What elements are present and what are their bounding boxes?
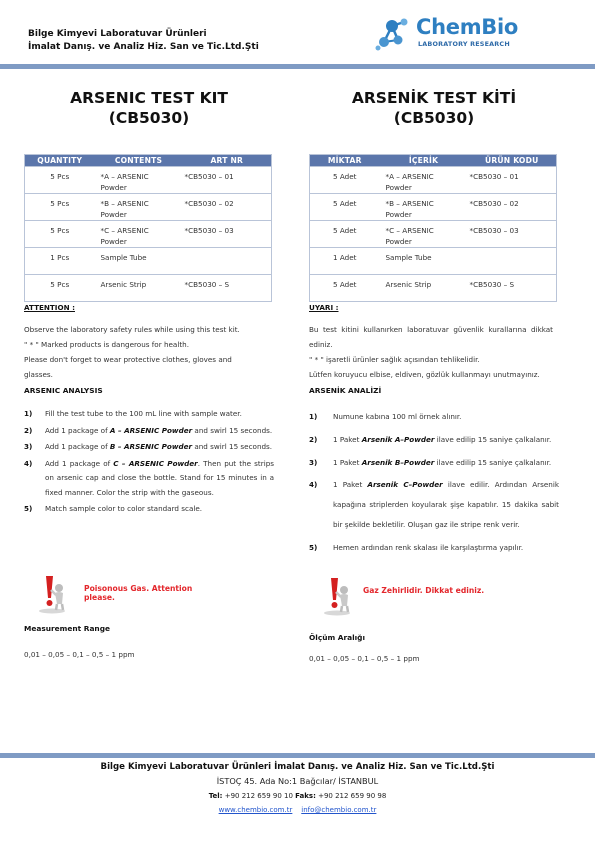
header-art-nr: ART NR: [183, 155, 272, 167]
step-number: 5): [309, 543, 318, 552]
qty-cell: 5 Pcs: [25, 275, 95, 302]
fax-number: +90 212 659 90 98: [315, 792, 387, 800]
contents-table-tr: [309, 154, 557, 302]
table-row: [25, 248, 272, 275]
content-cell: [95, 275, 183, 302]
qty-cell: 5 Pcs: [25, 221, 95, 248]
step-item: [309, 406, 559, 427]
step-item: [24, 440, 274, 455]
qty-cell: 5 Pcs: [25, 194, 95, 221]
code-cell: *CB5030 – S: [183, 275, 272, 302]
title-line2: (CB5030): [108, 109, 190, 127]
measurement-range-label: Ölçüm Aralığı: [309, 633, 365, 642]
step-number: 1): [24, 409, 33, 418]
code-cell: [468, 248, 557, 275]
content-cell: [380, 194, 468, 221]
footer-address: İSTOÇ 45. Ada No:1 Bağcılar/ İSTANBUL: [216, 776, 379, 786]
content-line: *C – ARSENIC: [385, 226, 434, 235]
table-header-row: [310, 155, 557, 167]
code-cell: [183, 248, 272, 275]
poison-warning: [309, 572, 509, 617]
table-row: [310, 194, 557, 221]
content-cell: [95, 221, 183, 248]
content-cell: [380, 248, 468, 275]
attention-line: Lütfen koruyucu elbise, eldiven, gözlük kullanmayı unutmayınız.: [309, 370, 540, 379]
code-cell: *CB5030 – 03: [468, 221, 557, 248]
tel-label: Tel:: [208, 792, 223, 800]
step-text: and swirl 15 seconds.: [192, 442, 273, 451]
step-text: Add 1 package of: [45, 425, 110, 435]
step-item: [309, 429, 559, 450]
step-text: Add 1 package of: [45, 442, 110, 451]
step-number: 2): [24, 425, 33, 435]
attention-line: " * " Marked products is dangerous for health.: [24, 340, 189, 349]
measurement-range-values: 0,01 – 0,05 – 0,1 – 0,5 – 1 ppm: [309, 654, 420, 663]
title-line2: (CB5030): [393, 109, 475, 127]
header-quantity: QUANTITY: [25, 155, 95, 167]
code-cell: *CB5030 – 03: [183, 221, 272, 248]
step-number: 3): [309, 458, 318, 467]
content-line: Powder: [385, 183, 412, 192]
table-row: [310, 221, 557, 248]
content-line: *A – ARSENIC: [100, 172, 149, 181]
content-line: Powder: [100, 183, 127, 192]
molecule-icon: [372, 12, 416, 56]
step-text: 1 Paket: [333, 435, 362, 444]
tel-number: +90 212 659 90 10: [222, 792, 296, 800]
code-cell: *CB5030 – 02: [183, 194, 272, 221]
measurement-range-values: 0,01 – 0,05 – 0,1 – 0,5 – 1 ppm: [24, 650, 135, 659]
step-text: ilave edilip 15 saniye çalkalanır.: [434, 435, 552, 444]
footer-phone: [0, 792, 595, 800]
attention-line: " * " işaretli ürünler sağlık açısından tehlikelidir.: [309, 355, 480, 364]
content-line: *C – ARSENIC: [100, 226, 149, 235]
table-row: [25, 221, 272, 248]
reagent-name: C – ARSENIC Powder: [113, 458, 198, 468]
attention-label: UYARI :: [309, 303, 339, 312]
step-text: and swirl 15 seconds.: [192, 425, 273, 435]
page-title-tr: [309, 88, 559, 128]
footer-links: [0, 806, 595, 814]
content-line: Sample Tube: [100, 253, 147, 262]
warning-text: Poisonous Gas. Attention please.: [84, 584, 193, 602]
title-line1: ARSENİK TEST KİTİ: [351, 89, 517, 107]
measurement-range-label: Measurement Range: [24, 624, 110, 633]
content-line: Powder: [100, 237, 127, 246]
content-cell: [95, 167, 183, 194]
step-text: Numune kabına 100 ml örnek alınır.: [333, 412, 462, 421]
table-row: [310, 275, 557, 302]
step-item: [24, 457, 274, 501]
code-cell: *CB5030 – 01: [468, 167, 557, 194]
qty-cell: 5 Adet: [310, 275, 380, 302]
table-row: [310, 167, 557, 194]
code-cell: *CB5030 – 02: [468, 194, 557, 221]
warning-figure-icon: [32, 572, 72, 614]
step-item: [24, 424, 274, 439]
content-line: Arsenic Strip: [100, 280, 147, 289]
reagent-name: B – ARSENIC Powder: [109, 442, 193, 451]
warning-figure-icon: [317, 574, 357, 616]
content-cell: [380, 221, 468, 248]
qty-cell: 5 Adet: [310, 221, 380, 248]
table-row: [25, 194, 272, 221]
step-item: [309, 475, 559, 535]
step-item: [309, 537, 559, 558]
content-line: Powder: [100, 210, 127, 219]
table-row: [25, 167, 272, 194]
step-item: [24, 407, 274, 422]
header-contents: CONTENTS: [95, 155, 183, 167]
analysis-steps: [309, 406, 559, 560]
reagent-name: Arsenik B–Powder: [361, 458, 435, 467]
step-text: Hemen ardından renk skalası ile karşılaştırma yapılır.: [333, 543, 524, 552]
content-line: *B – ARSENIC: [385, 199, 434, 208]
code-cell: *CB5030 – 01: [183, 167, 272, 194]
website-link[interactable]: www.chembio.com.tr: [218, 806, 293, 814]
step-text: ilave edilip 15 saniye çalkalanır.: [434, 458, 552, 467]
step-text: Fill the test tube to the 100 mL line with sample water.: [45, 409, 242, 418]
step-number: 4): [309, 480, 318, 489]
table-row: [25, 275, 272, 302]
content-line: *B – ARSENIC: [100, 199, 149, 208]
content-line: *A – ARSENIC: [385, 172, 434, 181]
content-cell: [95, 194, 183, 221]
qty-cell: 1 Pcs: [25, 248, 95, 275]
content-cell: [380, 167, 468, 194]
step-text: ilave edilir. Ardından Arsenik kapağına striplerden koyularak şişe kapatılır. 15 dakika sabit bir şekilde bekletilir. Oluşan gaz ile stripe renk verir.: [333, 480, 559, 529]
step-number: 2): [309, 435, 318, 444]
footer-company: Bilge Kimyevi Laboratuvar Ürünleri İmalat Danış. ve Analiz Hiz. San ve Tic.Ltd.Şti: [100, 762, 495, 772]
table-row: [310, 248, 557, 275]
attention-line: Please don't forget to wear protective clothes, gloves and: [24, 355, 232, 364]
attention-label: ATTENTION :: [24, 303, 75, 312]
contents-table-en: [24, 154, 272, 302]
chembio-logo: [372, 12, 572, 56]
attention-line: glasses.: [24, 370, 53, 379]
attention-line: Observe the laboratory safety rules while using this test kit.: [24, 325, 240, 334]
company-name-line2: İmalat Danış. ve Analiz Hiz. San ve Tic.Ltd.Şti: [28, 42, 259, 52]
step-number: 3): [24, 442, 33, 451]
header-miktar: MİKTAR: [310, 155, 380, 167]
header-divider: [0, 64, 595, 69]
code-cell: *CB5030 – S: [468, 275, 557, 302]
step-item: [309, 452, 559, 473]
content-line: Arsenic Strip: [385, 280, 432, 289]
fax-label: Faks:: [295, 792, 316, 800]
analysis-steps: [24, 407, 274, 519]
qty-cell: 5 Pcs: [25, 167, 95, 194]
attention-line: Bu test kitini kullanırken laboratuvar güvenlik kurallarına dikkat ediniz.: [309, 325, 553, 349]
attention-text: [24, 322, 268, 382]
reagent-name: Arsenik A–Powder: [361, 435, 435, 444]
logo-name: ChemBio: [416, 15, 519, 39]
content-cell: [380, 275, 468, 302]
qty-cell: 5 Adet: [310, 167, 380, 194]
title-line1: ARSENIC TEST KIT: [70, 89, 228, 107]
step-number: 1): [309, 412, 318, 421]
qty-cell: 5 Adet: [310, 194, 380, 221]
attention-text: [309, 322, 553, 382]
content-line: Powder: [385, 210, 412, 219]
company-name-line1: Bilge Kimyevi Laboratuvar Ürünleri: [28, 29, 207, 39]
content-cell: [95, 248, 183, 275]
step-number: 4): [24, 458, 33, 468]
step-item: [24, 502, 274, 517]
email-link[interactable]: info@chembio.com.tr: [301, 806, 377, 814]
content-line: Powder: [385, 237, 412, 246]
reagent-name: A – ARSENIC Powder: [109, 425, 193, 435]
step-number: 5): [24, 504, 33, 513]
poison-warning: [24, 570, 224, 615]
footer-divider: [0, 753, 595, 758]
step-text: Match sample color to color standard scale.: [45, 504, 203, 513]
warning-text: Gaz Zehirlidir. Dikkat ediniz.: [363, 586, 485, 595]
step-text: Add 1 package of: [45, 458, 114, 468]
logo-subtitle: LABORATORY RESEARCH: [418, 40, 510, 48]
qty-cell: 1 Adet: [310, 248, 380, 275]
header-urun-kodu: ÜRÜN KODU: [468, 155, 557, 167]
table-header-row: [25, 155, 272, 167]
company-header: [28, 28, 259, 54]
analysis-title: ARSENIC ANALYSIS: [24, 386, 103, 395]
content-line: Sample Tube: [385, 253, 432, 262]
header-icerik: İÇERİK: [380, 155, 468, 167]
page-title-en: [24, 88, 274, 128]
analysis-title: ARSENİK ANALİZİ: [309, 386, 382, 395]
step-text: . Then put the strips on arsenic cap and close the bottle. Stand for 15 minutes in a fixed manner. Color the strip with the gaseous.: [45, 458, 274, 497]
reagent-name: Arsenik C–Powder: [367, 480, 443, 489]
step-text: 1 Paket: [333, 458, 362, 467]
step-text: 1 Paket: [333, 480, 368, 489]
